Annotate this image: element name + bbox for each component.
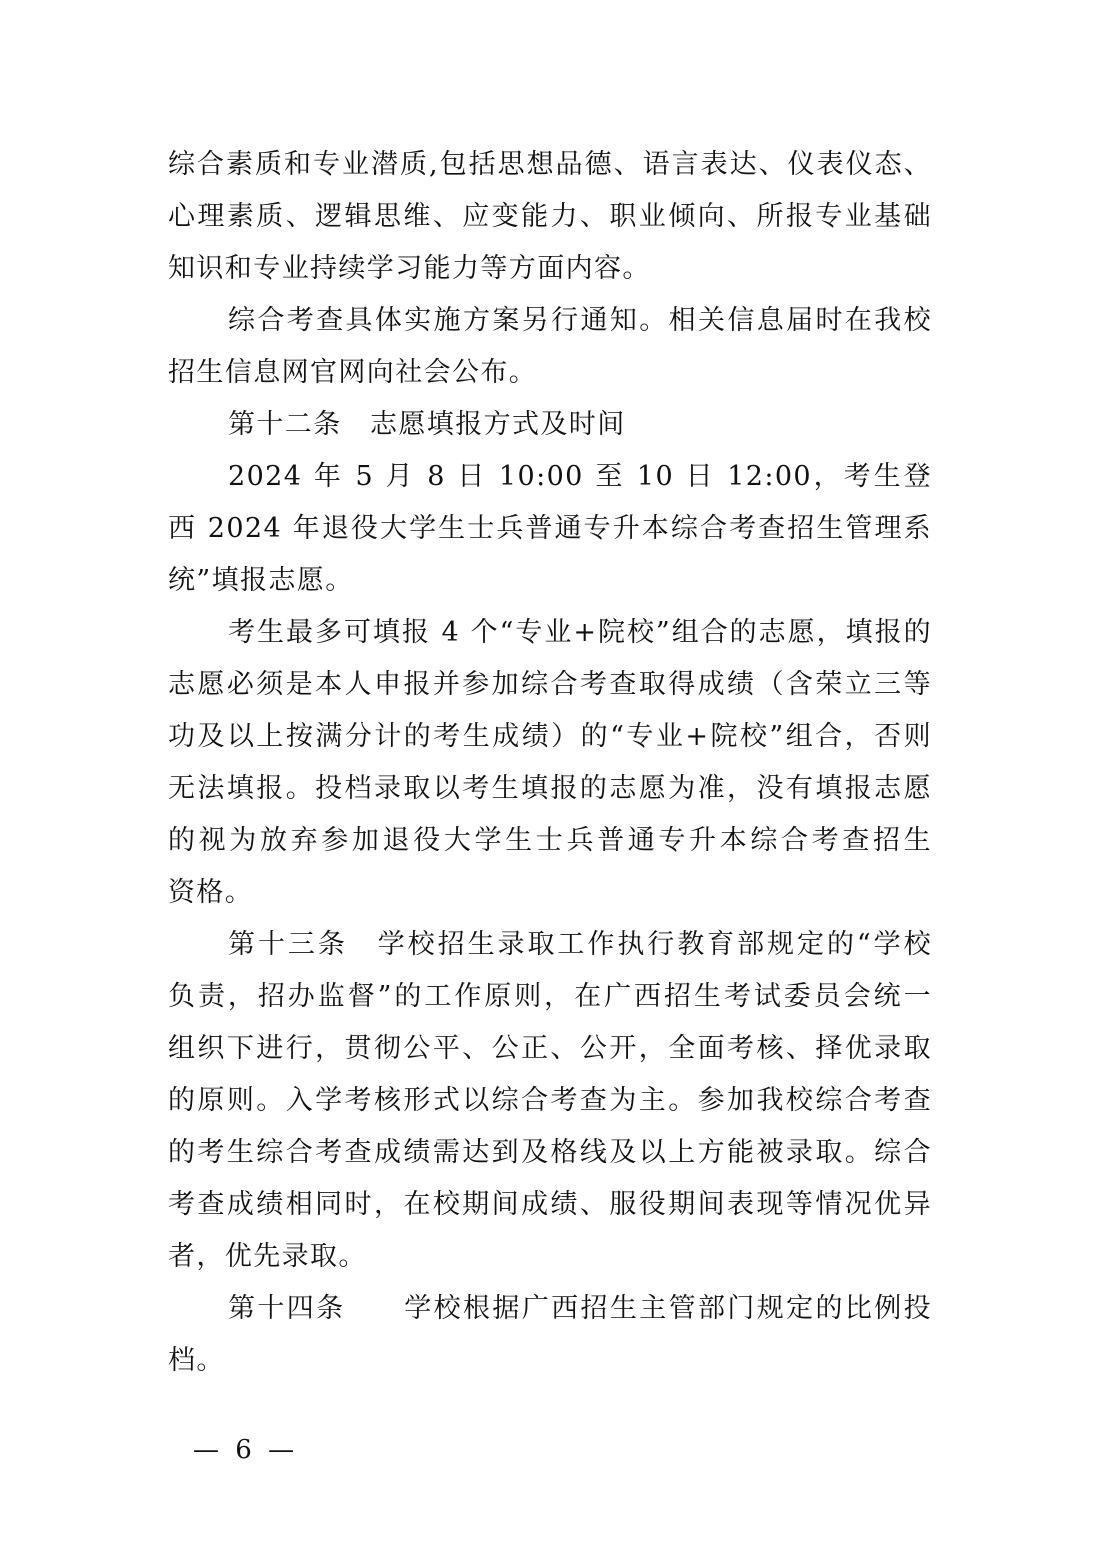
page-number: — 6 — <box>193 1435 299 1465</box>
text-line: 资格。 <box>168 877 254 908</box>
text-line: 者，优先录取。 <box>168 1241 367 1272</box>
text-line: 综合考查具体实施方案另行通知。相关信息届时在我校 <box>228 305 932 336</box>
text-line: 考查成绩相同时，在校期间成绩、服役期间表现等情况优异 <box>168 1189 932 1220</box>
text-line: 的考生综合考查成绩需达到及格线及以上方能被录取。综合 <box>168 1137 932 1168</box>
text-line: 统”填报志愿。 <box>168 565 354 596</box>
text-line: 招生信息网官网向社会公布。 <box>168 357 538 388</box>
text-line: 心理素质、逻辑思维、应变能力、职业倾向、所报专业基础 <box>168 201 932 232</box>
text-line: 综合素质和专业潜质,包括思想品德、语言表达、仪表仪态、 <box>168 149 932 180</box>
text-line: 考生最多可填报 4 个“专业+院校”组合的志愿，填报的 <box>228 617 932 648</box>
text-line: 第十四条 学校根据广西招生主管部门规定的比例投 <box>228 1293 932 1324</box>
text-line: 志愿必须是本人申报并参加综合考查取得成绩（含荣立三等 <box>168 669 932 700</box>
text-line: 的原则。入学考核形式以综合考查为主。参加我校综合考查 <box>168 1085 932 1116</box>
text-line: 的视为放弃参加退役大学生士兵普通专升本综合考查招生 <box>168 825 932 856</box>
text-line: 2024 年 5 月 8 日 10:00 至 10 日 12:00，考生登 <box>228 461 932 492</box>
text-line: 西 2024 年退役大学生士兵普通专升本综合考查招生管理系 <box>168 513 932 544</box>
text-line: 负责，招办监督”的工作原则，在广西招生考试委员会统一 <box>168 981 932 1012</box>
text-line: 第十二条 志愿填报方式及时间 <box>228 409 626 440</box>
text-line: 知识和专业持续学习能力等方面内容。 <box>168 253 651 284</box>
text-line: 第十三条 学校招生录取工作执行教育部规定的“学校 <box>228 929 932 960</box>
document-body <box>168 139 932 1387</box>
text-line: 组织下进行，贯彻公平、公正、公开，全面考核、择优录取 <box>168 1033 932 1064</box>
text-line: 无法填报。投档录取以考生填报的志愿为准，没有填报志愿 <box>168 773 932 804</box>
text-line: 功及以上按满分计的考生成绩）的“专业+院校”组合，否则 <box>168 721 932 752</box>
text-line: 档。 <box>168 1345 225 1376</box>
